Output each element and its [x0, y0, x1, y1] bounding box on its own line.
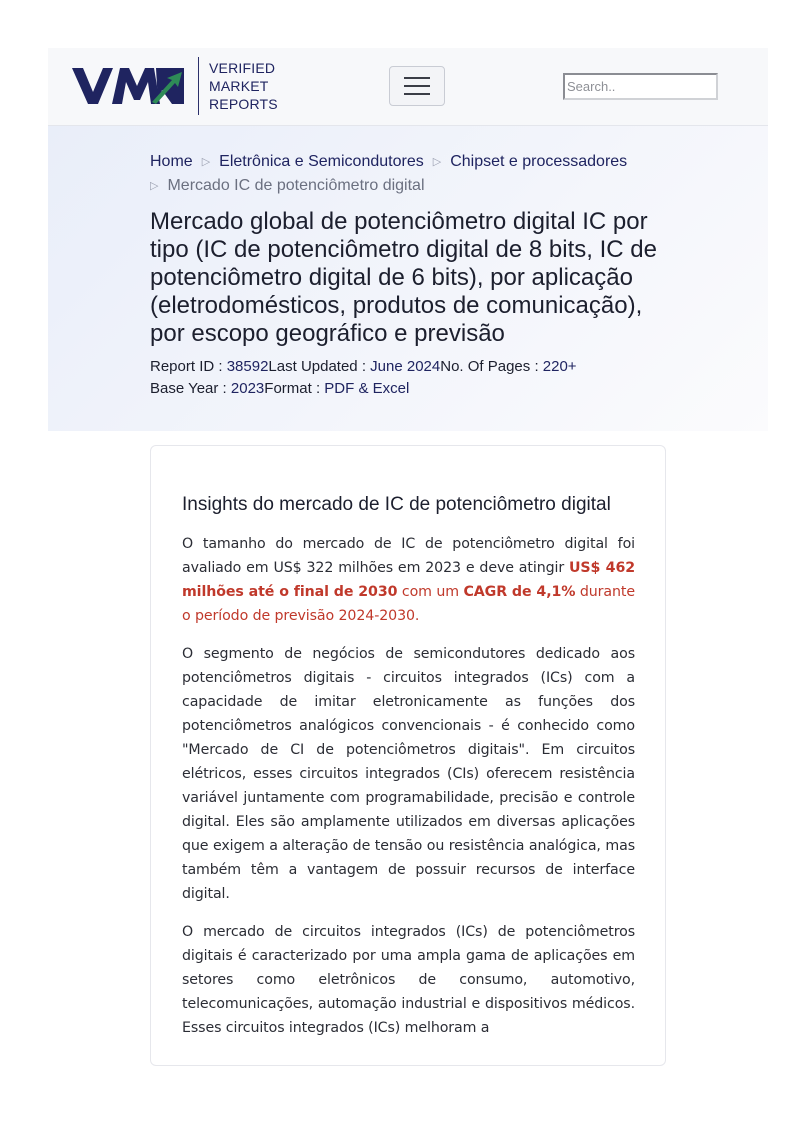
logo-line-3: REPORTS — [209, 96, 278, 112]
base-year-label: Base Year : — [150, 380, 231, 397]
hamburger-menu-icon — [404, 77, 430, 79]
report-id-value: 38592 — [226, 358, 269, 375]
breadcrumb-label: Chipset e processadores — [450, 153, 628, 170]
chevron-right-icon: ▷ — [150, 180, 159, 192]
breadcrumb-home[interactable] — [150, 150, 193, 174]
format-value: PDF & Excel — [324, 380, 410, 397]
logo-line-1: VERIFIED — [209, 60, 276, 76]
market-value-2030: US$ 462 milhões até o final de 2030 — [182, 560, 635, 600]
breadcrumb — [150, 150, 670, 198]
last-updated-label: Last Updated : — [268, 358, 371, 375]
breadcrumb-current — [150, 174, 425, 198]
breadcrumb-electronics[interactable] — [193, 150, 424, 174]
breadcrumb-chipsets[interactable] — [424, 150, 627, 174]
hamburger-menu-icon-bar — [404, 93, 430, 95]
pages-label: No. Of Pages : — [440, 358, 543, 375]
insights-p1-end: durante o período de previsão 2024-2030. — [182, 584, 635, 624]
base-year-value: 2023 — [230, 380, 265, 397]
breadcrumb-label: Eletrônica e Semicondutores — [219, 153, 424, 170]
page-title: Mercado global de potenciômetro digital IC por tipo (IC de potenciômetro digital de 8 bits, IC de potenciômetro digital de 6 bits), por aplicação (eletrodomésticos, produtos de comunicação), por escopo geográfico e previsão — [150, 208, 657, 347]
hamburger-menu-icon-bar — [404, 85, 430, 87]
breadcrumb-label: Home — [150, 153, 193, 170]
cagr-value: CAGR de 4,1% — [463, 584, 576, 600]
logo-wordmark — [209, 59, 278, 113]
report-hero — [48, 126, 768, 431]
vmr-logo-icon — [72, 66, 184, 106]
hamburger-menu-button[interactable] — [389, 66, 445, 106]
last-updated-value: June 2024 — [370, 358, 441, 375]
report-meta — [150, 356, 670, 400]
chevron-right-icon: ▷ — [201, 156, 211, 168]
site-header — [48, 48, 768, 126]
insights-p1-text: O tamanho do mercado de IC de potenciômetro digital foi avaliado em US$ 322 milhões em 2023 e deve atingir — [182, 536, 635, 576]
logo-line-2: MARKET — [209, 78, 269, 94]
logo-divider — [198, 57, 199, 115]
breadcrumb-label: Mercado IC de potenciômetro digital — [167, 177, 425, 194]
format-label: Format : — [264, 380, 325, 397]
page-frame — [48, 48, 768, 431]
insights-card — [150, 445, 666, 1066]
insights-heading: Insights do mercado de IC de potenciômetro digital — [182, 494, 611, 515]
search-input[interactable] — [563, 73, 718, 100]
report-id-label: Report ID : — [150, 358, 227, 375]
insights-paragraph-1 — [182, 532, 635, 628]
insights-p1-mid: com um — [397, 584, 464, 600]
site-logo[interactable] — [72, 56, 278, 116]
insights-paragraph-2: O segmento de negócios de semicondutores dedicado aos potenciômetros digitais - circuitos integrados (ICs) com a capacidade de imitar eletronicamente as funções dos potenciômetros analógicos convencionais - é conhecido como "Mercado de CI de potenciômetros digitais". Em circuitos elétricos, esses circuitos integrados (CIs) oferecem resistência variável juntamente com programabilidade, precisão e controle digital. Eles são amplamente utilizados em diversas aplicações que exigem a alteração de tensão ou resistência analógica, mas também têm a vantagem de possuir recursos de interface digital. — [182, 646, 635, 902]
chevron-right-icon: ▷ — [432, 156, 442, 168]
pages-value: 220+ — [542, 358, 577, 375]
insights-paragraph-3: O mercado de circuitos integrados (ICs) de potenciômetros digitais é caracterizado por uma ampla gama de aplicações em setores como eletrônicos de consumo, automotivo, telecomunicações, automação industrial e dispositivos médicos. Esses circuitos integrados (ICs) melhoram a — [182, 924, 635, 1036]
